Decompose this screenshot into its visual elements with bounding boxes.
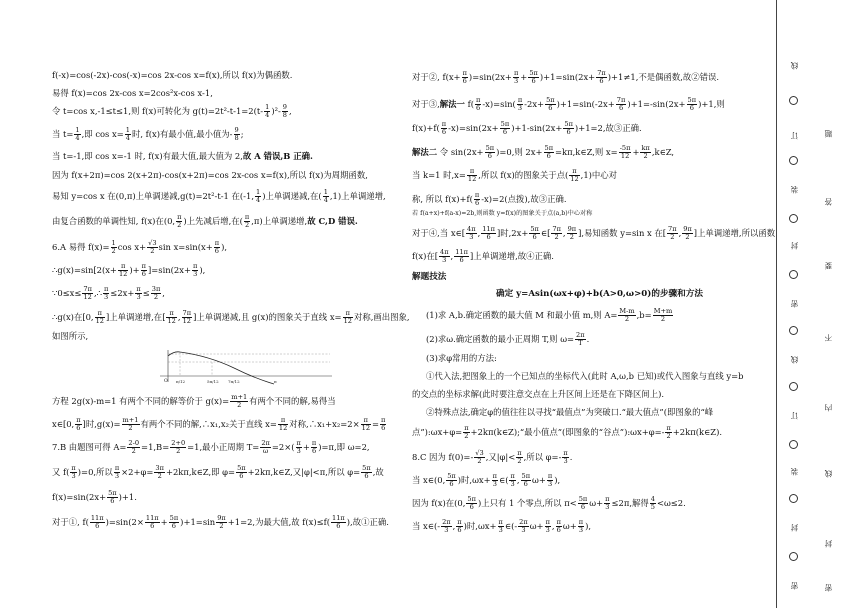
solution-line: 当 x∈(0, $\frac{5\pi}{6}$ )时,ωx+ $\frac{\pi}{3}$ ∈( $\frac{\pi}{3}$ , $\frac{5\pi}{6}$ ω+ $\frac{\pi}{3}$ ), xyxy=(412,472,561,488)
solution-line: ②特殊点法,确定φ的值往往以寻找“最值点”为突破口.“最大值点”(即图象的“峰 xyxy=(426,407,714,417)
margin-char: 不 xyxy=(824,334,833,342)
tick-label: 7π/12 xyxy=(228,379,240,384)
solution-line: f(x)+f( $\frac{\pi}{6}$ -x)=sin(2x+ $\frac{5\pi}{6}$ )+1-sin(2x+ $\frac{5\pi}{6}$ )+1=2,故③正确. xyxy=(412,120,642,136)
margin-char: 答 xyxy=(824,198,833,206)
method-title: 确定 y=Asin(ωx+φ)+b(A>0,ω>0)的步骤和方法 xyxy=(496,289,703,299)
binding-rule xyxy=(776,0,777,608)
solution-line: 8.C 因为 f(0)=- $\frac{√3}{2}$ ,又|φ|< $\frac{\pi}{2}$ ,所以 φ=- $\frac{\pi}{3}$ . xyxy=(412,449,573,465)
solution-line: 当 t= $\frac{1}{4}$ ,即 cos x= $\frac{1}{4}$ 时, f(x)有最小值,最小值为- $\frac{9}{8}$ ; xyxy=(52,126,244,142)
solution-line: ①代入法,把图象上的一个已知点的坐标代入(此时 A,ω,b 已知)或代入图象与直线 y=b xyxy=(426,371,744,381)
solution-line: 易知 y=cos x 在(0,π)上单调递减,g(t)=2t²-t-1 在(-1, $\frac{1}{4}$ )上单调递减,在( $\frac{1}{4}$ ,1)上单调递增, xyxy=(52,188,386,204)
margin-char: 密 xyxy=(824,584,833,592)
solution-line: 当 k=1 时,x= $\frac{\pi}{12}$ ,所以 f(x)的图象关于点( $\frac{\pi}{12}$ ,1)中心对 xyxy=(412,167,618,183)
solution-line: 7.B 由题图可得 A= $\frac{2-0}{2}$ =1,B= $\frac{2+0}{2}$ =1,最小正周期 T= $\frac{2\pi}{\omega}$ =2×( $\frac{\pi}{3}$ + $\frac{\pi}{6}$ )=π,即 ω=2, xyxy=(52,439,370,455)
solution-line: 方程 2g(x)-m=1 有两个不同的解等价于 g(x)= $\frac{m+1}{2}$ 有两个不同的解,易得当 xyxy=(52,393,336,409)
binding-hole-icon xyxy=(789,382,798,391)
solution-line: 当 t=-1,即 cos x=-1 时, f(x)有最大值,最大值为 2,故 A 错误,B 正确. xyxy=(52,151,313,161)
binding-hole-icon xyxy=(789,326,798,335)
sine-graph xyxy=(154,348,334,386)
margin-char: 订 xyxy=(790,412,799,420)
solution-line: (3)求φ常用的方法: xyxy=(426,353,497,363)
solution-line: 因为 f(x)在(0, $\frac{5\pi}{6}$ )上只有 1 个零点,所以 π< $\frac{5\pi}{6}$ ω+ $\frac{\pi}{3}$ ≤2π,解得 $\frac{4}{5}$ <ω≤2. xyxy=(412,495,686,511)
solution-line: 因为 f(x+2π)=cos 2(x+2π)-cos(x+2π)=cos 2x-cos x=f(x),所以 f(x)为周期函数, xyxy=(52,170,368,180)
annotation-note: 若 f(a+x)+f(a-x)=2b,则函数 y=f(x)的图象关于点(a,b)中心对称 xyxy=(412,210,593,217)
solution-line: 易得 f(x)=cos 2x-cos x=2cos²x-cos x-1, xyxy=(52,88,213,98)
binding-hole-icon xyxy=(789,440,798,449)
tick-label: 5π/12 xyxy=(207,379,219,384)
solution-line: f(-x)=cos(-2x)-cos(-x)=cos 2x-cos x=f(x),所以 f(x)为偶函数. xyxy=(52,70,293,80)
margin-char: 内 xyxy=(824,404,833,412)
binding-hole-icon xyxy=(789,552,798,561)
margin-char: 题 xyxy=(824,130,833,138)
margin-char: 装 xyxy=(790,468,799,476)
binding-hole-icon xyxy=(789,156,798,165)
solution-line: 令 t=cos x,-1≤t≤1,则 f(x)可转化为 g(t)=2t²-t-1=2(t- $\frac{1}{4}$ )²- $\frac{9}{8}$ , xyxy=(52,103,292,119)
solution-line: ∴g(x)在[0, $\frac{\pi}{12}$ ]上单调递增,在[ $\frac{\pi}{12}$ , $\frac{7\pi}{12}$ ]上单调递减,且 g(x)的图象关于直线 x= $\frac{\pi}{12}$ 对称,画出图象, xyxy=(52,309,410,325)
solution-line: 的交点的坐标求解(此时要注意交点在上升区间上还是在下降区间上). xyxy=(412,389,665,399)
solution-line: 解法二 令 sin(2x+ $\frac{5\pi}{6}$ )=0,则 2x+ $\frac{5\pi}{6}$ =kπ,k∈Z,则 x= $\frac{-5\pi}{12}$ + $\frac{k\pi}{2}$ ,k∈Z, xyxy=(412,144,675,160)
solution-line: 由复合函数的单调性知, f(x)在(0, $\frac{\pi}{2}$ )上先减后增,在( $\frac{\pi}{2}$ ,π)上单调递增,故 C,D 错误. xyxy=(52,213,358,229)
margin-char: 要 xyxy=(824,262,833,270)
solution-line: ∵0≤x≤ $\frac{7\pi}{12}$ ,∴ $\frac{\pi}{3}$ ≤2x+ $\frac{\pi}{3}$ ≤ $\frac{3\pi}{2}$ , xyxy=(52,285,165,301)
solution-line: ∴g(x)=sin[2(x+ $\frac{\pi}{12}$ )+ $\frac{\pi}{6}$ ]=sin(2x+ $\frac{\pi}{3}$ ), xyxy=(52,262,206,278)
binding-hole-icon xyxy=(789,96,798,105)
solution-line: 当 x∈(- $\frac{2\pi}{3}$ , $\frac{\pi}{6}$ )时,ωx+ $\frac{\pi}{3}$ ∈(- $\frac{2\pi}{3}$ ω+ $\frac{\pi}{3}$ , $\frac{\pi}{6}$ ω+ $\frac{\pi}{3}$ ), xyxy=(412,518,592,534)
margin-char: 封 xyxy=(824,540,833,548)
margin-char: 封 xyxy=(790,524,799,532)
solution-line: f(x)在[ $\frac{4\pi}{3}$ , $\frac{11\pi}{6}$ ]上单调递增,故④正确. xyxy=(412,248,554,264)
solution-line: 又 f( $\frac{\pi}{3}$ )=0,所以 $\frac{\pi}{3}$ ×2+φ= $\frac{3\pi}{2}$ +2kπ,k∈Z,即 φ= $\frac{5\pi}{6}$ +2kπ,k∈Z,又|φ|<π,所以 φ= $\frac{5\pi}{6}$ ,故 xyxy=(52,464,384,480)
binding-hole-icon xyxy=(789,214,798,223)
solution-line: (2)求ω.确定函数的最小正周期 T,则 ω= $\frac{2\pi}{T}$ . xyxy=(426,331,590,347)
origin-label: O xyxy=(164,379,168,384)
solution-line: 对于④,当 x∈[ $\frac{4\pi}{3}$ , $\frac{11\pi}{6}$ ]时,2x+ $\frac{5\pi}{6}$ ∈[ $\frac{7\pi}{2}$ , $\frac{9\pi}{2}$ ],易知函数 y=sin x 在[ $\frac{7\pi}{2}$ , $\frac{9\pi}{2}$ ]上单调递增,所以函数 xyxy=(412,225,776,241)
margin-char: 线 xyxy=(790,356,799,364)
solution-line: 对于③,解法一 f( $\frac{\pi}{6}$ -x)=sin( $\frac{\pi}{3}$ -2x+ $\frac{5\pi}{6}$ )+1=sin(-2x+ $\frac{7\pi}{6}$ )+1=-sin(2x+ $\frac{5\pi}{6}$ )+1,则 xyxy=(412,96,725,112)
binding-hole-icon xyxy=(789,494,798,503)
tick-label: π/12 xyxy=(176,379,186,384)
solution-line: 6.A 易得 f(x)= $\frac{1}{2}$ cos x+ $\frac{√3}{2}$ sin x=sin(x+ $\frac{\pi}{6}$ ), xyxy=(52,239,227,255)
section-heading: 解题技法 xyxy=(412,272,447,282)
solution-line: 称, 所以 f(x)+f( $\frac{\pi}{6}$ -x)=2(点拨),故③正确. xyxy=(412,191,567,207)
solution-line: (1)求 A,b.确定函数的最大值 M 和最小值 m,则 A= $\frac{M-m}{2}$ ,b= $\frac{M+m}{2}$ xyxy=(426,307,673,323)
solution-line: 对于②, f(x+ $\frac{\pi}{6}$ )=sin(2x+ $\frac{\pi}{3}$ + $\frac{5\pi}{6}$ )+1=sin(2x+ $\frac{7\pi}{6}$ )+1≠1,不是偶函数,故②错误. xyxy=(412,69,720,85)
solution-line: 点”):ωx+φ= $\frac{\pi}{2}$ +2kπ(k∈Z);“最小值点”(即图象的“谷点”):ωx+φ=- $\frac{\pi}{2}$ +2kπ(k∈Z). xyxy=(412,424,722,440)
solution-line: f(x)=sin(2x+ $\frac{5\pi}{6}$ )+1. xyxy=(52,489,137,505)
solution-line: 对于①, f( $\frac{11\pi}{6}$ )=sin(2× $\frac{11\pi}{6}$ + $\frac{5\pi}{6}$ )+1=sin $\frac{9\pi}{2}$ +1=2,为最大值,故 f(x)≤f( $\frac{11\pi}{6}$ ),故①正确. xyxy=(52,514,389,530)
margin-char: 密 xyxy=(790,300,799,308)
margin-char: 线 xyxy=(824,470,833,478)
solution-line: x∈[0, $\frac{\pi}{6}$ ]时,g(x)= $\frac{m+1}{2}$ 有两个不同的解,∴x₁,x₂关于直线 x= $\frac{\pi}{12}$ 对称,∴x₁+x₂=2× $\frac{\pi}{12}$ = $\frac{\pi}{6}$ xyxy=(52,416,386,432)
solution-line: 如图所示, xyxy=(52,331,89,341)
margin-char: 订 xyxy=(790,132,799,140)
margin-char: 线 xyxy=(790,62,799,70)
tick-label: π xyxy=(274,379,277,384)
binding-margin xyxy=(779,0,859,608)
margin-char: 装 xyxy=(790,186,799,194)
margin-char: 封 xyxy=(790,242,799,250)
binding-hole-icon xyxy=(789,270,798,279)
margin-char: 密 xyxy=(790,582,799,590)
